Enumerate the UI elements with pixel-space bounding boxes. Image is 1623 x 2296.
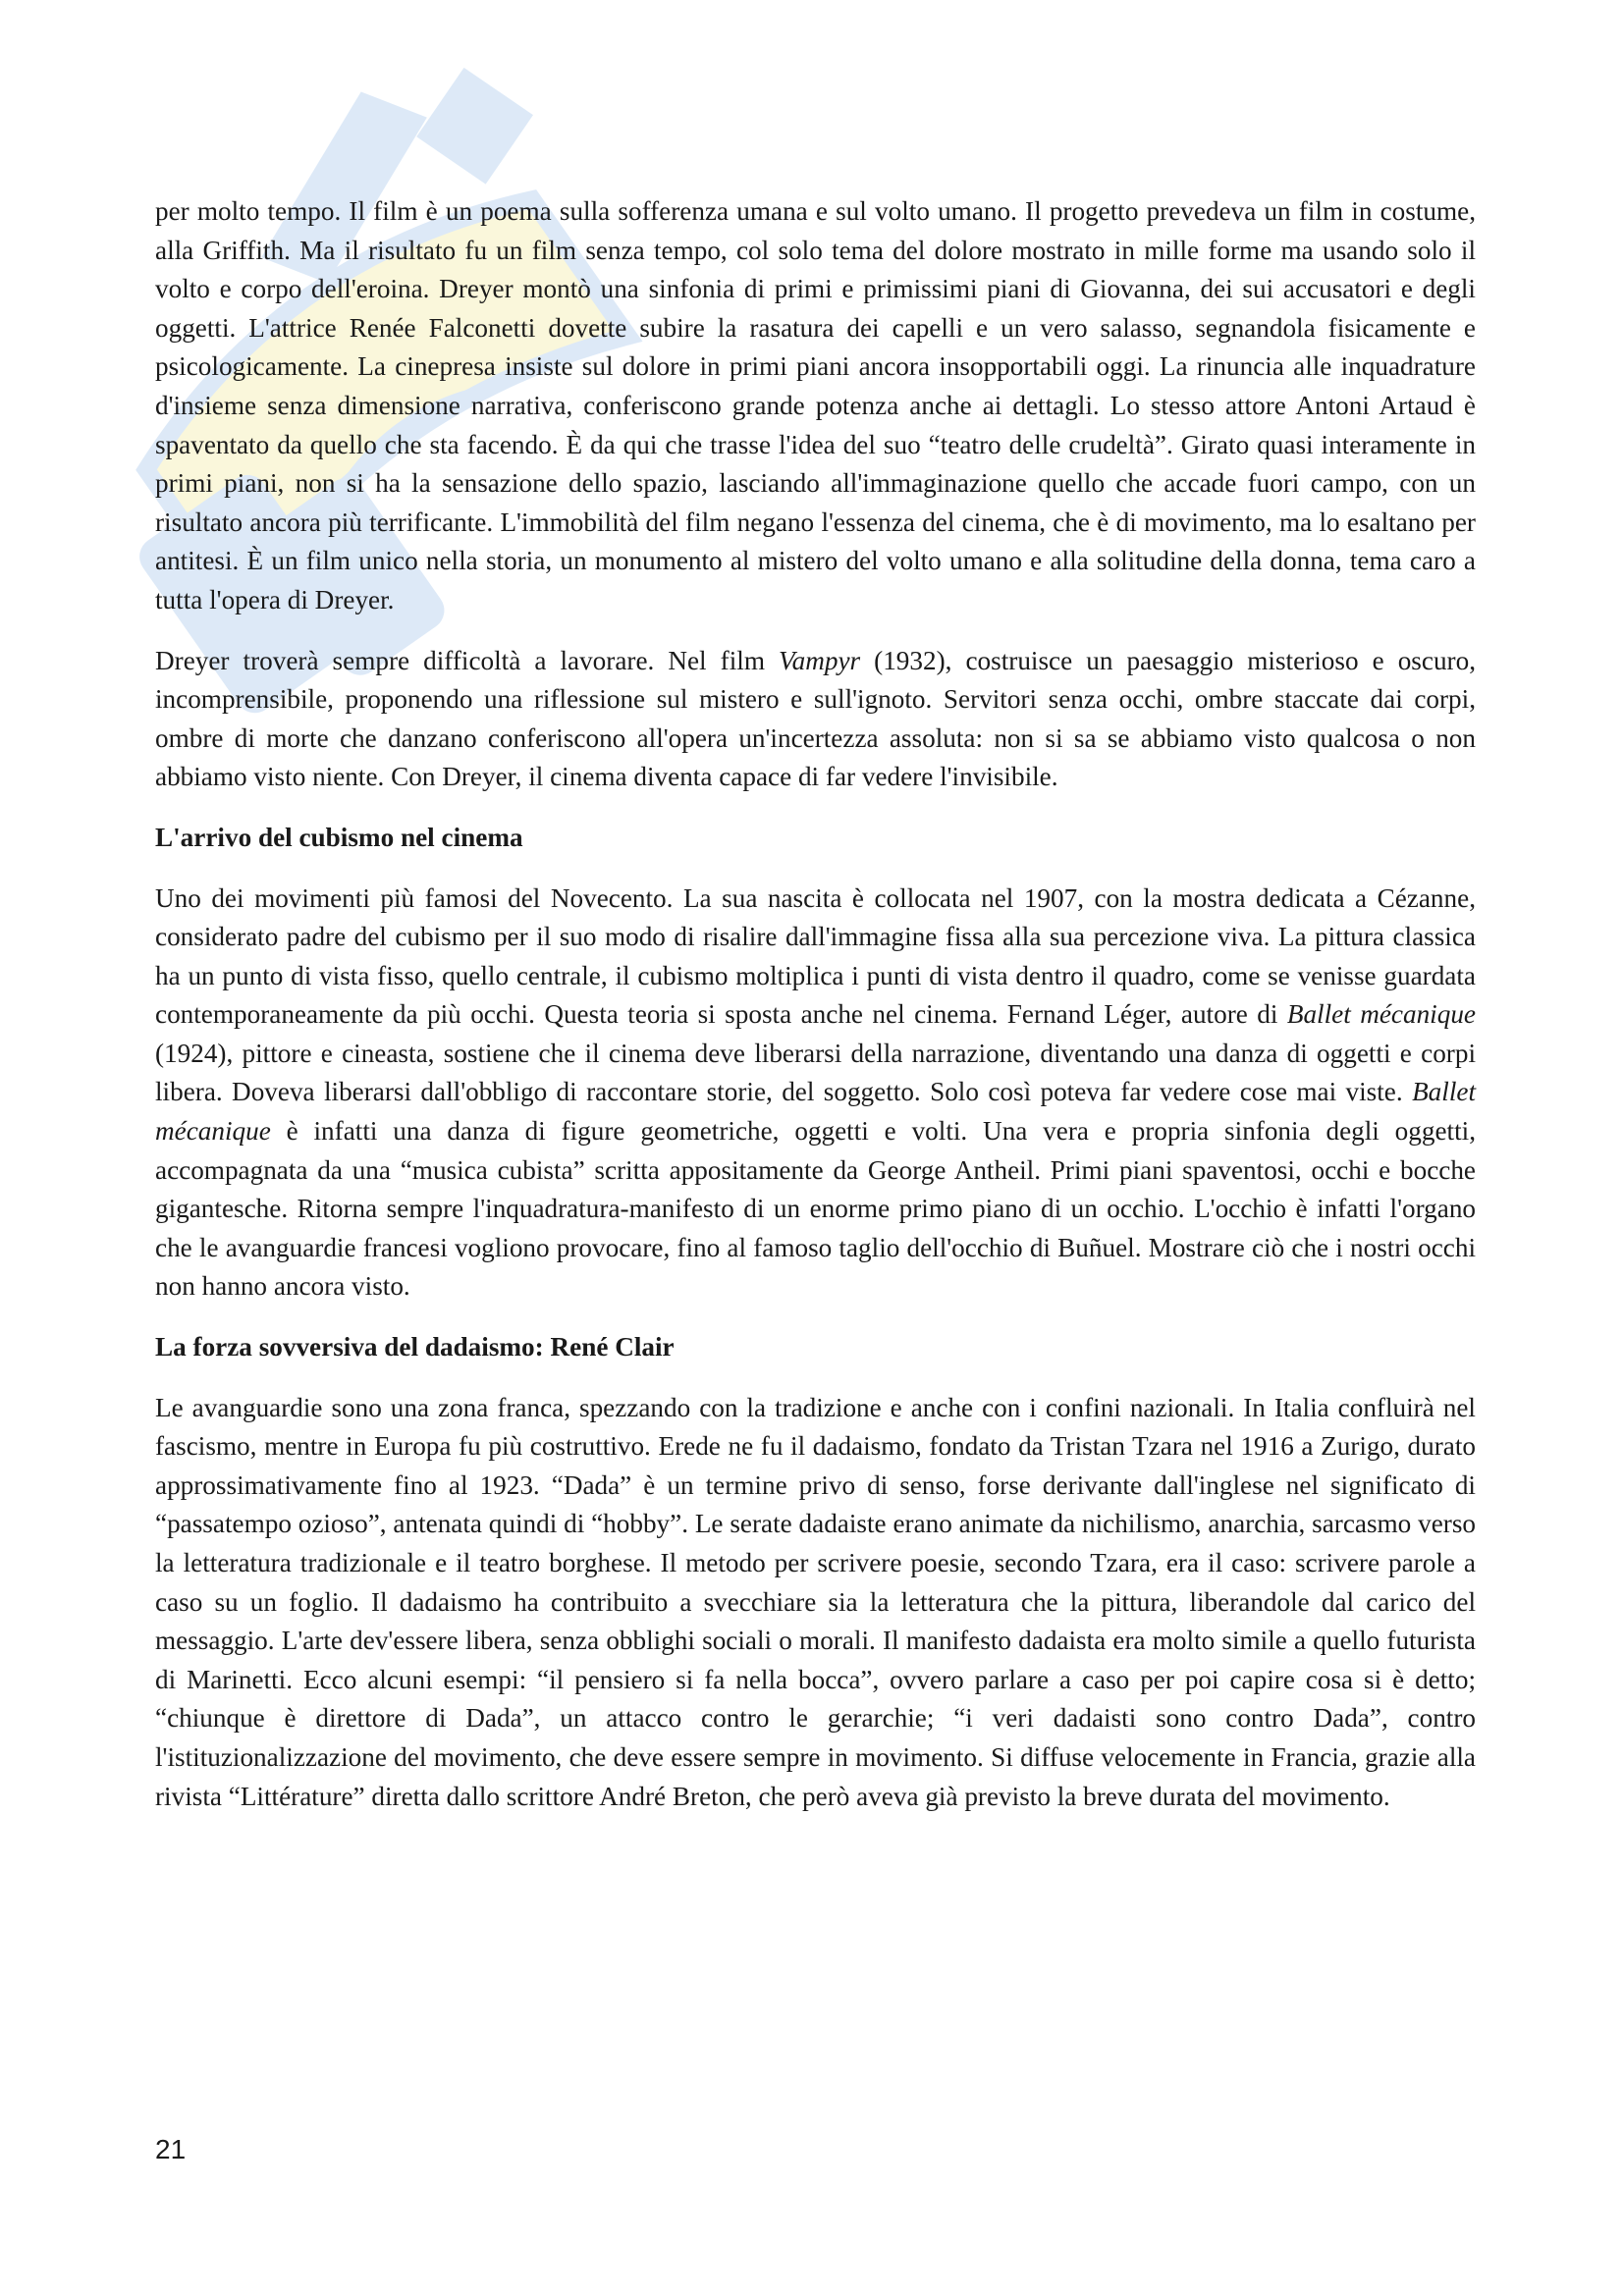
section-heading-cubismo: L'arrivo del cubismo nel cinema [155, 822, 523, 852]
paragraph-dreyer-giovanna: per molto tempo. Il film è un poema sulla sofferenza umana e sul volto umano. Il progetto prevedeva un film in costume, alla Griffith. Ma il risultato fu un film senza tempo, col solo tema del dolore mostrato in mille forme ma usando solo il volto e corpo dell'eroina. Dreyer montò una sinfonia di primi e primissimi piani di Giovanna, dei sui accusatori e degli oggetti. L'attrice Renée Falconetti dovette subire la rasatura dei capelli e un vero salasso, segnandola fisicamente e psicologicamente. La cinepresa insiste sul dolore in primi piani ancora insopportabili oggi. La rinuncia alle inquadrature d'insieme senza dimensione narrativa, conferiscono grande potenza anche ai dettagli. Lo stesso attore Antoni Artaud è spaventato da quello che sta facendo. È da qui che trasse l'idea del suo “teatro delle crudeltà”. Girato quasi interamente in primi piani, non si ha la sensazione dello spazio, lasciando all'immaginazione quello che accade fuori campo, con un risultato ancora più terrificante. L'immobilità del film negano l'essenza del cinema, che è di movimento, ma lo esaltano per antitesi. È un film unico nella storia, un monumento al mistero del volto umano e alla solitudine della donna, tema caro a tutta l'opera di Dreyer. [155, 196, 1476, 614]
section-heading-dadaismo: La forza sovversiva del dadaismo: René Clair [155, 1332, 675, 1362]
text-run: Dreyer troverà sempre difficoltà a lavorare. Nel film [155, 645, 780, 675]
film-title-ballet: Ballet mécanique [1286, 999, 1476, 1030]
page-number: 21 [155, 2134, 187, 2164]
film-title-ballet: Ballet mécanique [155, 1077, 1476, 1147]
paragraph-dreyer-vampyr [155, 642, 1476, 797]
text-run: (1932), costruisce un paesaggio misterioso e oscuro, incomprensibile, proponendo una riflessione sul mistero e sull'ignoto. Servitori senza occhi, ombre staccate dai corpi, ombre di morte che danzano conferiscono all'opera un'incertezza assoluta: non si sa se abbiamo visto qualcosa o non abbiamo visto niente. Con Dreyer, il cinema diventa capace di far vedere l'invisibile. [155, 645, 1476, 792]
paragraph-dadaismo: Le avanguardie sono una zona franca, spezzando con la tradizione e anche con i confini nazionali. In Italia confluirà nel fascismo, mentre in Europa fu più costruttivo. Erede ne fu il dadaismo, fondato da Tristan Tzara nel 1916 a Zurigo, durato approssimativamente fino al 1923. “Dada” è un termine privo di senso, forse derivante dall'inglese nel significato di “passatempo ozioso”, antenata quindi di “hobby”. Le serate dadaiste erano animate da nichilismo, anarchia, sarcasmo verso la letteratura tradizionale e il teatro borghese. Il metodo per scrivere poesie, secondo Tzara, era il caso: scrivere parole a caso su un foglio. Il dadaismo ha contribuito a svecchiare sia la letteratura che la pittura, liberandole dal carico del messaggio. L'arte dev'essere libera, senza obblighi sociali o morali. Il manifesto dadaista era molto simile a quello futurista di Marinetti. Ecco alcuni esempi: “il pensiero si fa nella bocca”, ovvero parlare a caso per poi capire cosa si è detto; “chiunque è direttore di Dada”, un attacco contro le gerarchie; “i veri dadaisti sono contro Dada”, contro l'istituzionalizzazione del movimento, che deve essere sempre in movimento. Si diffuse velocemente in Francia, grazie alla rivista “Littérature” diretta dallo scrittore André Breton, che però aveva già previsto la breve durata del movimento. [155, 1392, 1476, 1811]
paragraph-cubismo [155, 880, 1476, 1308]
film-title-vampyr: Vampyr [779, 645, 861, 675]
text-run: è infatti una danza di figure geometriche, oggetti e volti. Una vera e propria sinfonia degli oggetti, accompagnata da una “musica cubista” scritta appositamente da George Antheil. Primi piani spaventosi, occhi e bocche gigantesche. Ritorna sempre l'inquadratura-manifesto di un enorme primo piano di un occhio. L'occhio è infatti l'organo che le avanguardie francesi vogliono provocare, fino al famoso taglio dell'occhio di Buñuel. Mostrare ciò che i nostri occhi non hanno ancora visto. [155, 1116, 1476, 1302]
document-body [155, 192, 1476, 1838]
text-run: Uno dei movimenti più famosi del Novecento. La sua nascita è collocata nel 1907, con la mostra dedicata a Cézanne, considerato padre del cubismo per il suo modo di risalire dall'immagine fissa alla sua percezione viva. La pittura classica ha un punto di vista fisso, quello centrale, il cubismo moltiplica i punti di vista dentro il quadro, come se venisse guardata contemporaneamente da più occhi. Questa teoria si sposta anche nel cinema. Fernand Léger, autore di [155, 882, 1476, 1030]
text-run: (1924), pittore e cineasta, sostiene che il cinema deve liberarsi della narrazione, diventando una danza di oggetti e corpi libera. Doveva liberarsi dall'obbligo di raccontare storie, del soggetto. Solo così poteva far vedere cose mai viste. [155, 1038, 1476, 1107]
